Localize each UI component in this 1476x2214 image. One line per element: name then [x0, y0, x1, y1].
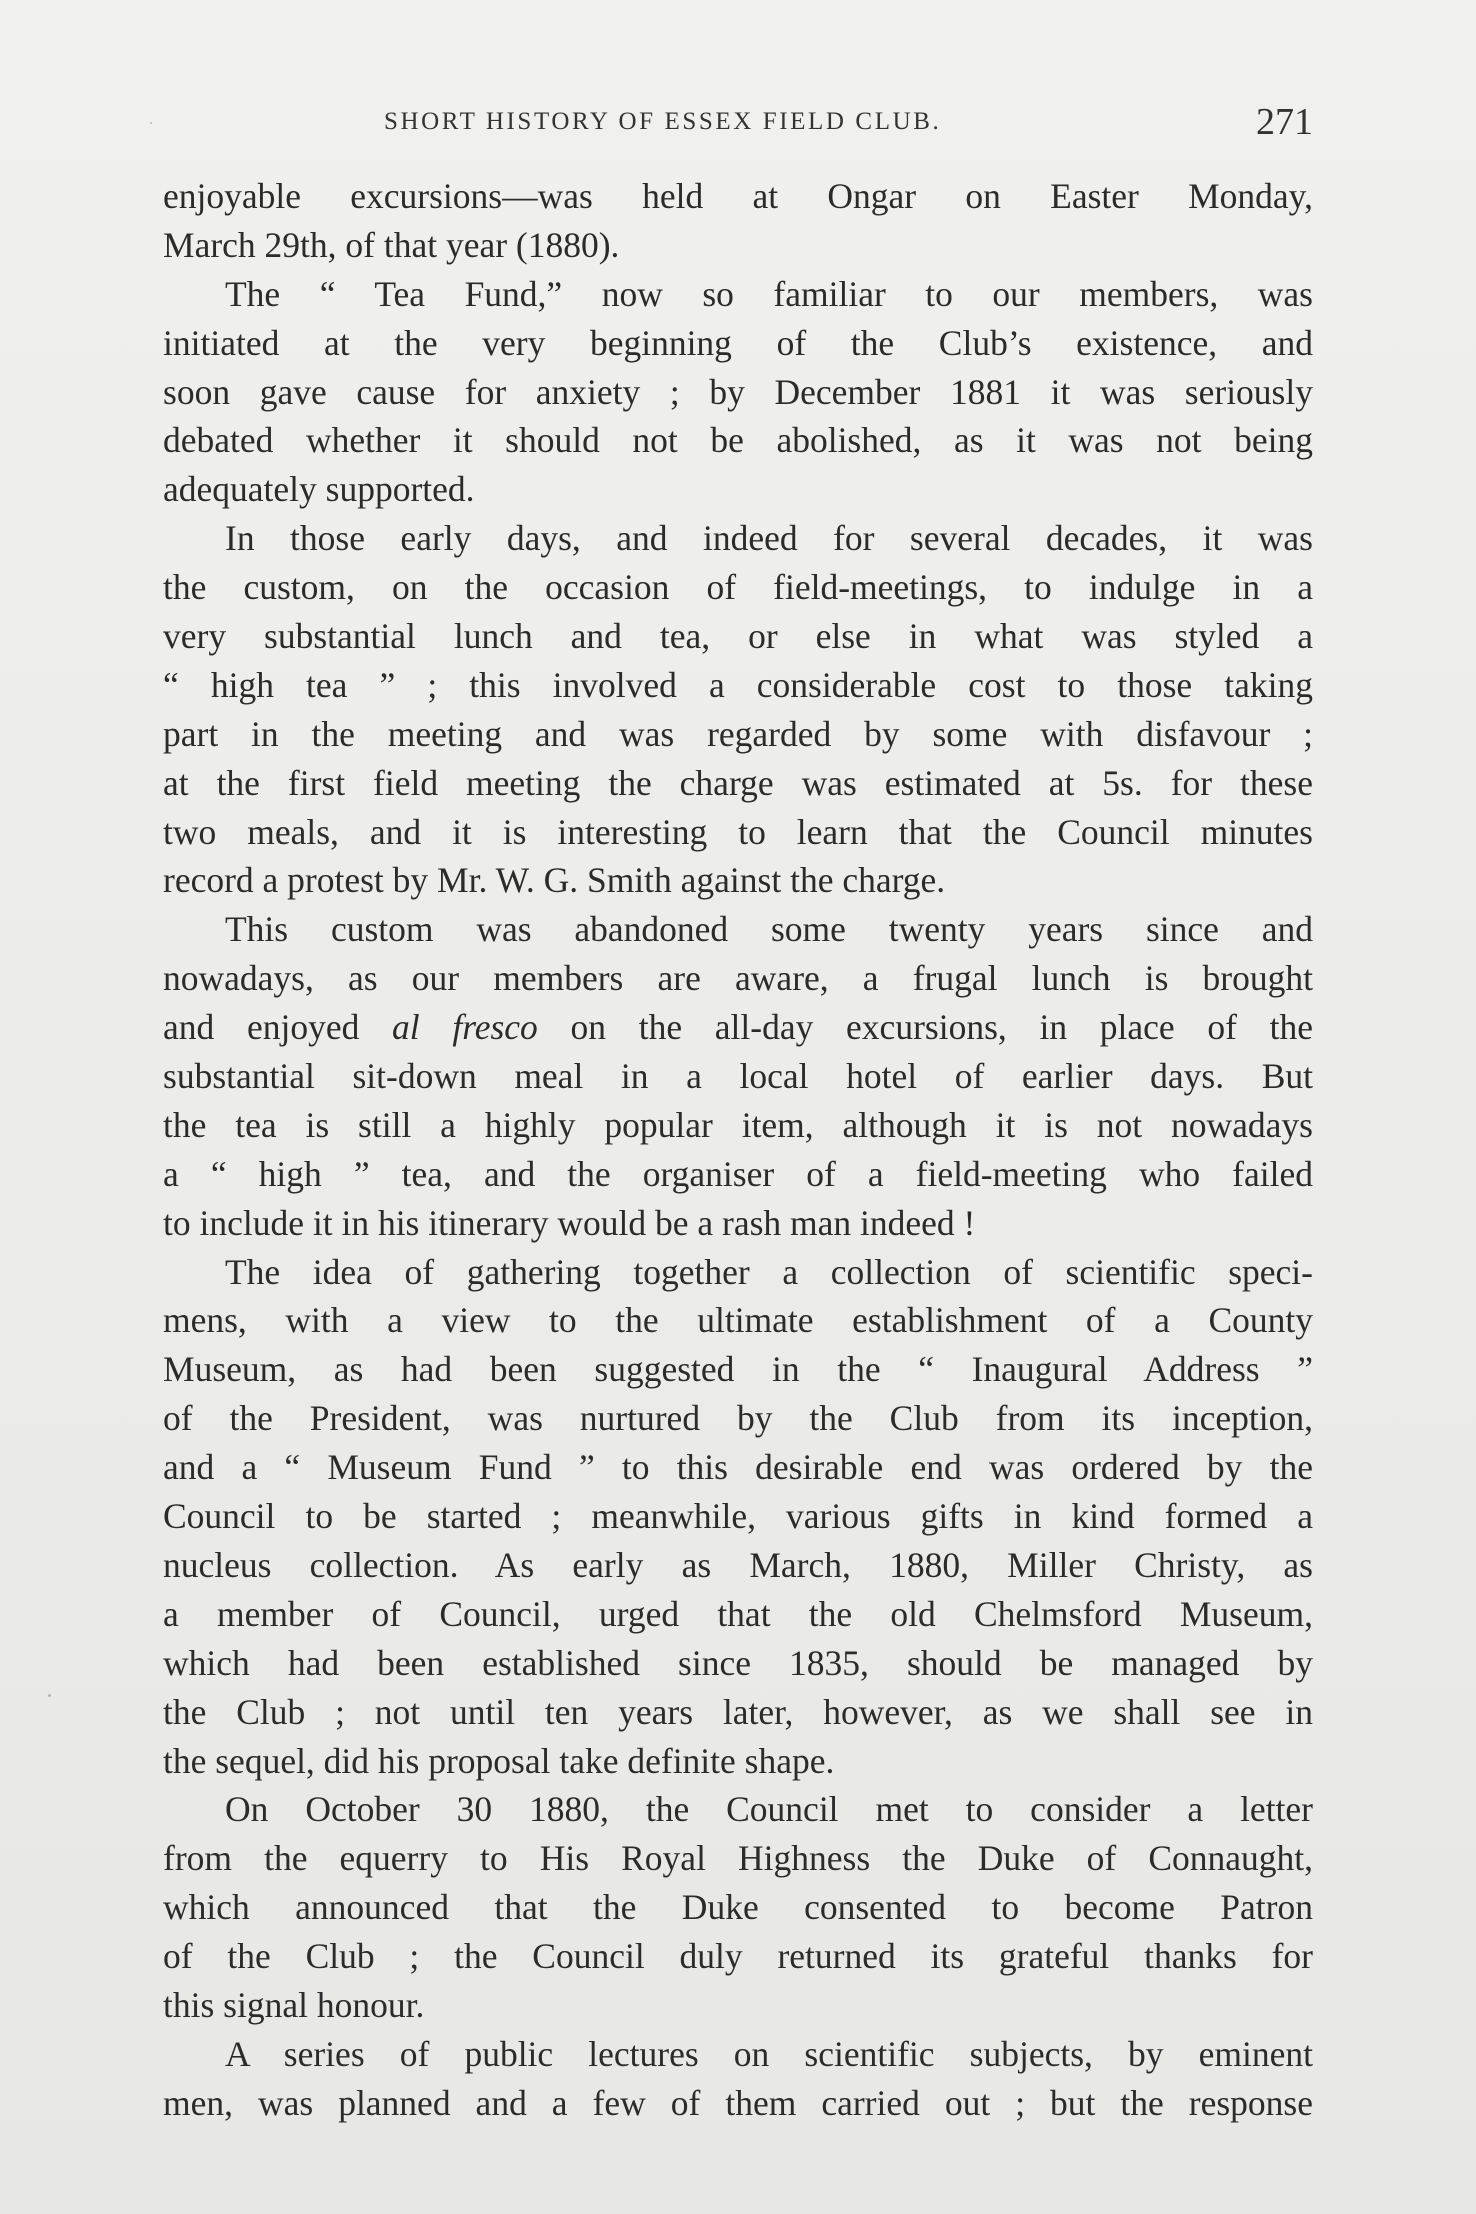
text-line: nucleus collection. As early as March, 1880, Miller Christy, as	[163, 1544, 1313, 1585]
page-header	[163, 100, 1313, 148]
text-line: from the equerry to His Royal Highness the Duke of Connaught,	[163, 1838, 1313, 1879]
text-line: A series of public lectures on scientific subjects, by eminent	[225, 2033, 1313, 2074]
text-line: very substantial lunch and tea, or else in what was styled a	[163, 616, 1313, 657]
text-line: the Club ; not until ten years later, however, as we shall see in	[163, 1691, 1313, 1732]
text-line: soon gave cause for anxiety ; by December 1881 it was seriously	[163, 371, 1313, 412]
text-line: and a “ Museum Fund ” to this desirable end was ordered by the	[163, 1447, 1313, 1488]
page-number: 271	[1256, 101, 1313, 143]
paper-speck	[48, 1694, 51, 1697]
text-line: of the Club ; the Council duly returned its grateful thanks for	[163, 1936, 1313, 1977]
text-line: Museum, as had been suggested in the “ Inaugural Address ”	[163, 1349, 1313, 1390]
text-line: record a protest by Mr. W. G. Smith against the charge.	[163, 860, 946, 901]
text-line: the sequel, did his proposal take definite shape.	[163, 1740, 835, 1781]
text-line: substantial sit-down meal in a local hotel of earlier days. But	[163, 1056, 1313, 1097]
text-line: a member of Council, urged that the old Chelmsford Museum,	[163, 1593, 1313, 1634]
text-line: Council to be started ; meanwhile, various gifts in kind formed a	[163, 1496, 1313, 1537]
text-line: adequately supported.	[163, 469, 475, 510]
text-line: the custom, on the occasion of field-meetings, to indulge in a	[163, 567, 1313, 608]
text-line: March 29th, of that year (1880).	[163, 224, 620, 265]
text-line: This custom was abandoned some twenty years since and	[225, 909, 1313, 950]
text-line: initiated at the very beginning of the Club’s existence, and	[163, 322, 1313, 363]
text-line: On October 30 1880, the Council met to consider a letter	[225, 1789, 1313, 1830]
text-line: and enjoyed al fresco on the all-day excursions, in place of the	[163, 1007, 1313, 1048]
text-line: which had been established since 1835, should be managed by	[163, 1642, 1313, 1683]
text-line: The idea of gathering together a collection of scientific speci-	[225, 1251, 1313, 1292]
body-text	[163, 172, 1313, 2128]
text-line: The “ Tea Fund,” now so familiar to our members, was	[225, 273, 1313, 314]
text-line: nowadays, as our members are aware, a frugal lunch is brought	[163, 958, 1313, 999]
text-line: a “ high ” tea, and the organiser of a field-meeting who failed	[163, 1153, 1313, 1194]
text-line: of the President, was nurtured by the Club from its inception,	[163, 1398, 1313, 1439]
paper-speck	[150, 122, 152, 124]
text-line: enjoyable excursions—was held at Ongar on Easter Monday,	[163, 176, 1313, 216]
text-line: “ high tea ” ; this involved a considerable cost to those taking	[163, 664, 1313, 705]
text-line: to include it in his itinerary would be a rash man indeed !	[163, 1202, 976, 1243]
text-line: In those early days, and indeed for several decades, it was	[225, 518, 1313, 559]
text-line: this signal honour.	[163, 1984, 425, 2025]
text-line: which announced that the Duke consented to become Patron	[163, 1887, 1313, 1928]
text-line: mens, with a view to the ultimate establishment of a County	[163, 1300, 1313, 1341]
text-line: debated whether it should not be abolished, as it was not being	[163, 420, 1313, 461]
running-head: SHORT HISTORY OF ESSEX FIELD CLUB.	[384, 108, 942, 135]
text-line: two meals, and it is interesting to learn that the Council minutes	[163, 811, 1313, 852]
text-line: at the first field meeting the charge was estimated at 5s. for these	[163, 762, 1313, 803]
text-line: the tea is still a highly popular item, although it is not nowadays	[163, 1104, 1313, 1145]
text-line: men, was planned and a few of them carried out ; but the response	[163, 2082, 1313, 2123]
text-line: part in the meeting and was regarded by some with disfavour ;	[163, 713, 1313, 754]
